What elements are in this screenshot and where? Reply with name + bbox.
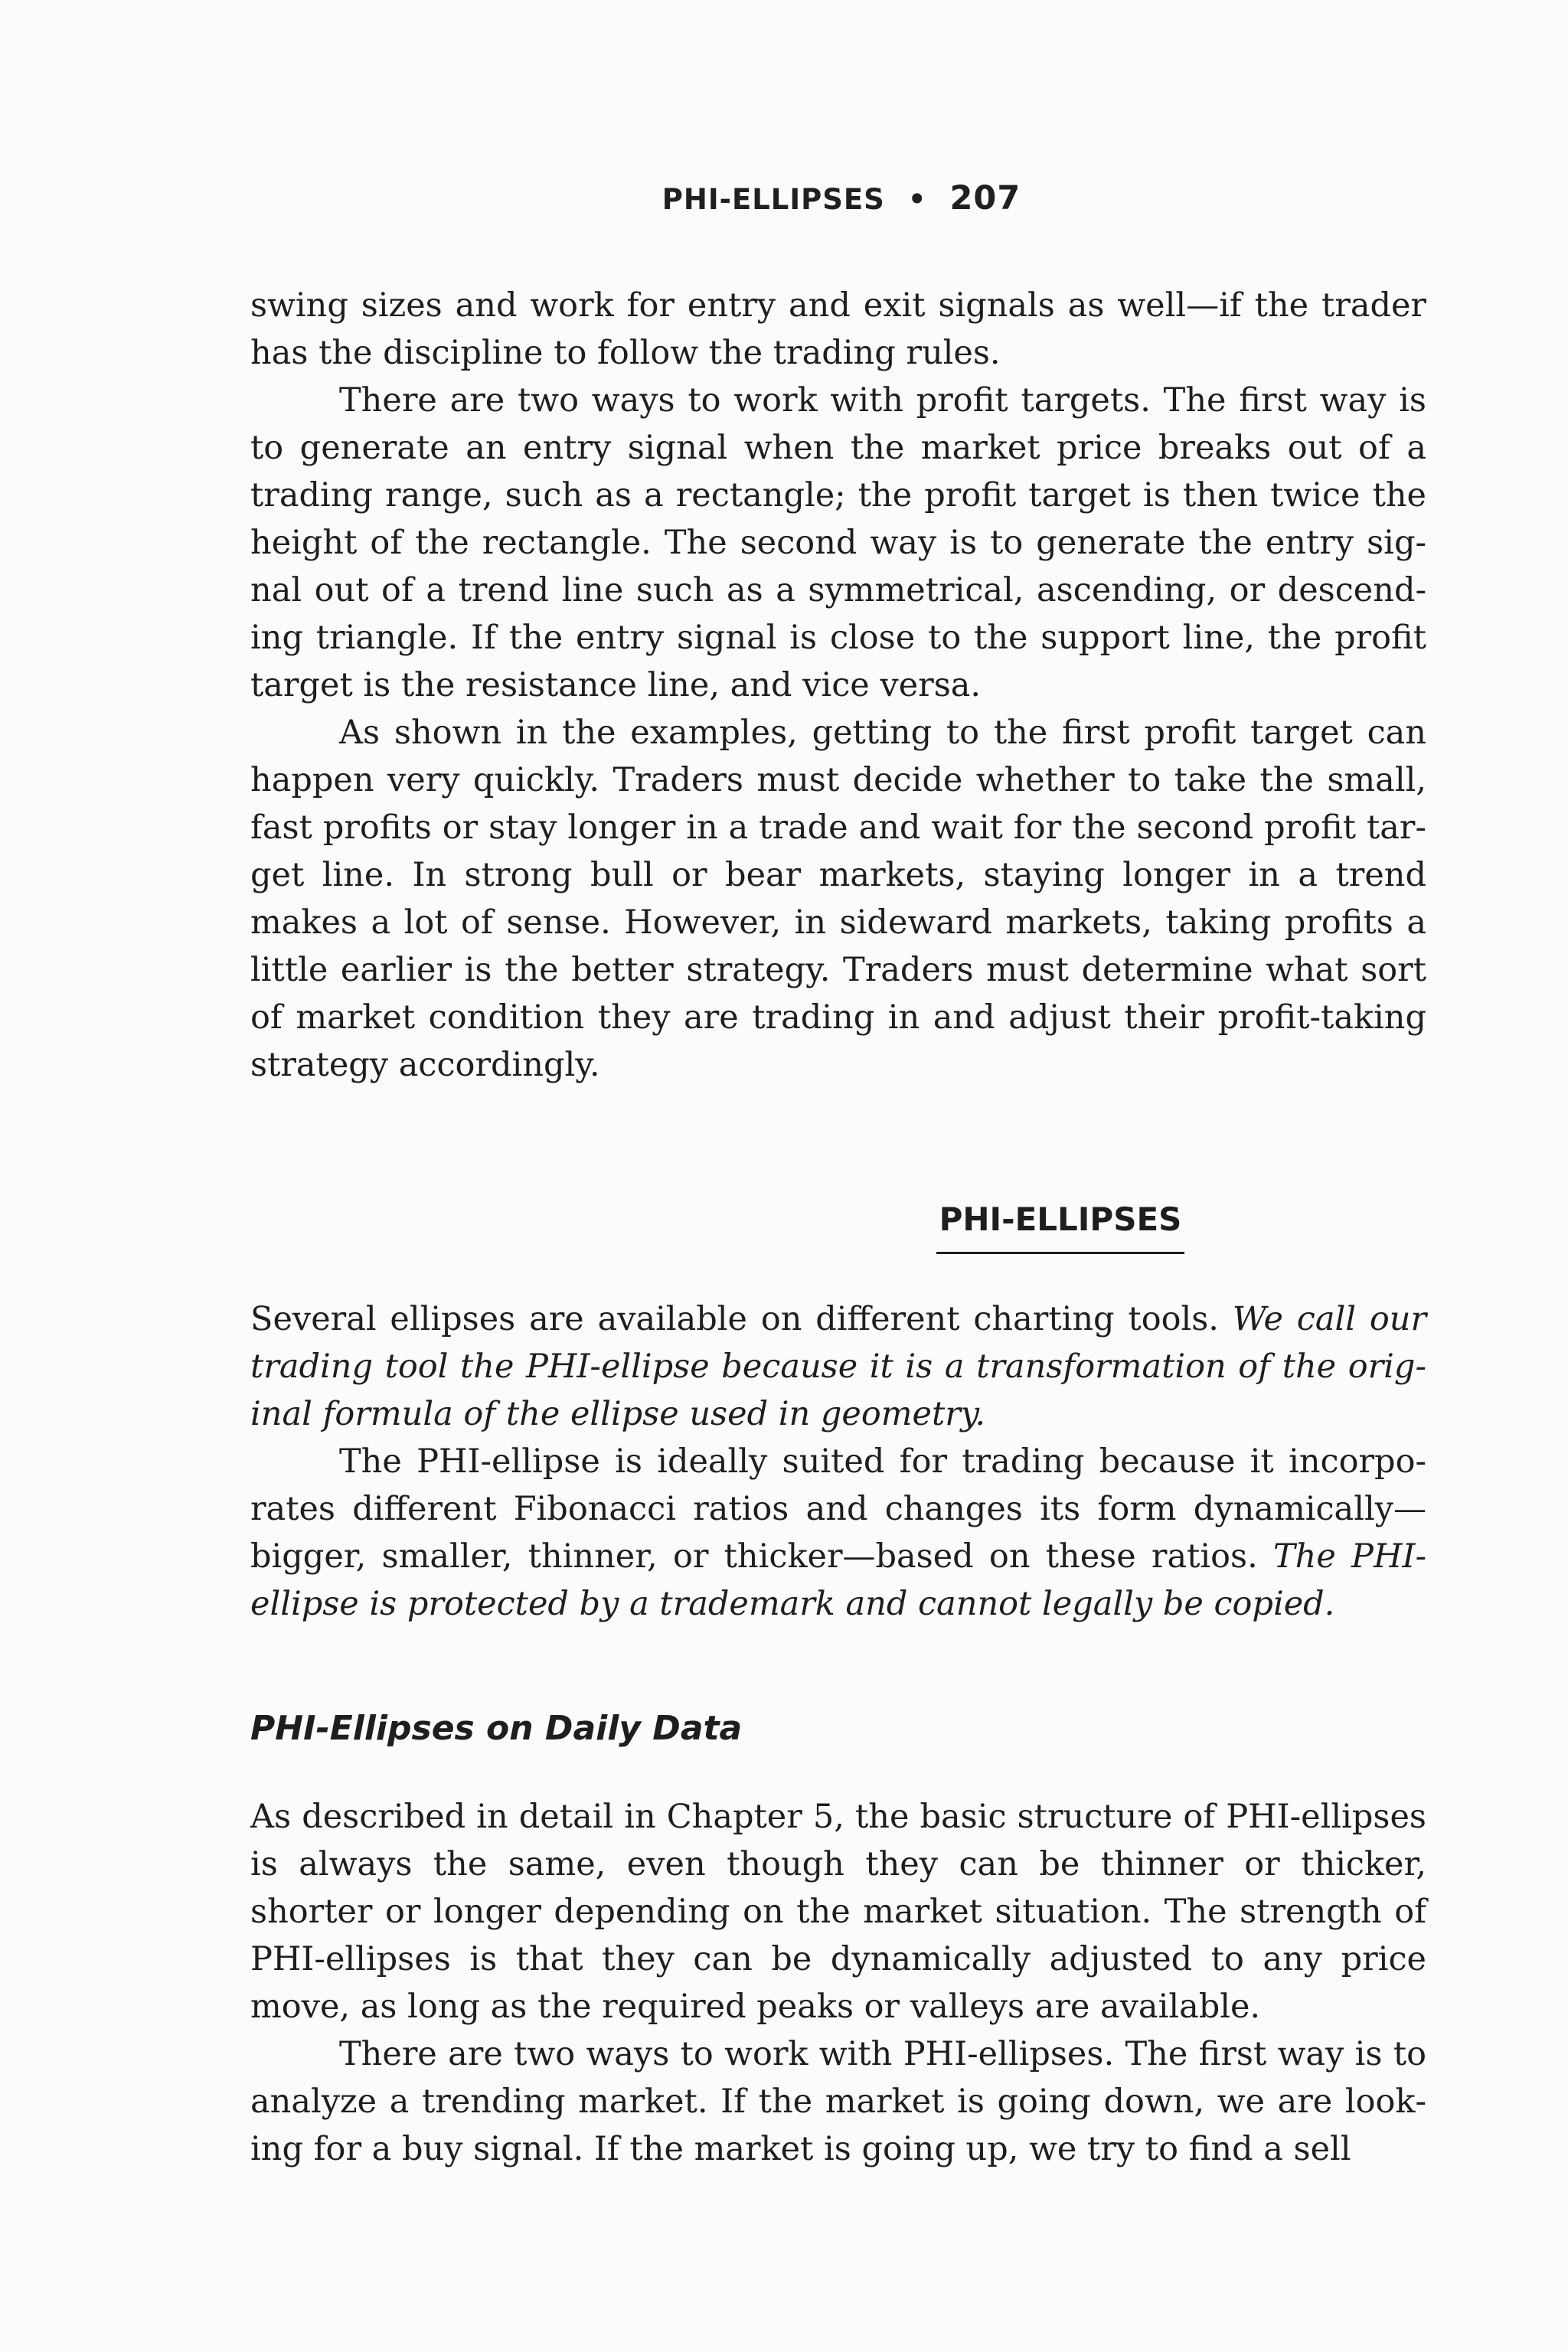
paragraph-plain-text: Several ellipses are available on different charting tools. — [250, 1300, 1233, 1338]
body-text-top — [250, 282, 1426, 1089]
paragraph: As shown in the examples, getting to the first profit target can happen very quickly. Traders must decide whether to take the small, fast profits or stay longer in a trade and wait for the second profit target line. In strong bull or bear markets, staying longer in a trend makes a lot of sense. However, in sideward markets, taking profits a little earlier is the better strategy. Traders must determine what sort of market condition they are trading in and adjust their profit-taking strategy accordingly. — [250, 714, 1426, 1084]
page-number: 207 — [949, 179, 1021, 217]
paragraph-italic-text: We call our trading tool the PHI-ellipse because it is a transformation of the original formula of the ellipse used in geometry. — [250, 1300, 1426, 1433]
paragraph: There are two ways to work with profit targets. The first way is to generate an entry signal when the market price breaks out of a trading range, such as a rectangle; the profit target is then twice the height of the rectangle. The second way is to generate the entry signal out of a trend line such as a symmetrical, ascending, or descending triangle. If the entry signal is close to the support line, the profit target is the resistance line, and vice versa. — [250, 381, 1426, 704]
paragraph — [250, 1295, 1426, 1438]
subsection-heading: PHI-Ellipses on Daily Data — [250, 1709, 743, 1748]
paragraph — [250, 1438, 1426, 1628]
body-text-section — [250, 1295, 1426, 1628]
paragraph: There are two ways to work with PHI-ellipses. The first way is to analyze a trending market. If the market is going down, we are looking for a buy signal. If the market is going up, we try to find a sell — [250, 2035, 1426, 2168]
running-head — [0, 179, 1568, 217]
section-heading — [250, 1200, 1426, 1254]
running-head-title: PHI-ELLIPSES — [662, 183, 885, 216]
paragraph-italic-text: The PHI-ellipse is protected by a trademark and cannot legally be copied. — [250, 1537, 1426, 1623]
body-text-bottom — [250, 1793, 1426, 2173]
paragraph: swing sizes and work for entry and exit signals as well—if the trader has the discipline to follow the trading rules. — [250, 286, 1426, 372]
section-heading-text: PHI-ELLIPSES — [936, 1200, 1185, 1254]
paragraph-plain-text: The PHI-ellipse is ideally suited for trading because it incorporates different Fibonacci ratios and changes its form dynamically—bigger, smaller, thinner, or thicker—based on these ratios. — [250, 1442, 1426, 1576]
paragraph: As described in detail in Chapter 5, the basic structure of PHI-ellipses is always the same, even though they can be thinner or thicker, shorter or longer depending on the market situation. The strength of PHI-ellipses is that they can be dynamically adjusted to any price move, as long as the required peaks or valleys are available. — [250, 1798, 1426, 2026]
running-head-bullet: • — [907, 183, 927, 216]
